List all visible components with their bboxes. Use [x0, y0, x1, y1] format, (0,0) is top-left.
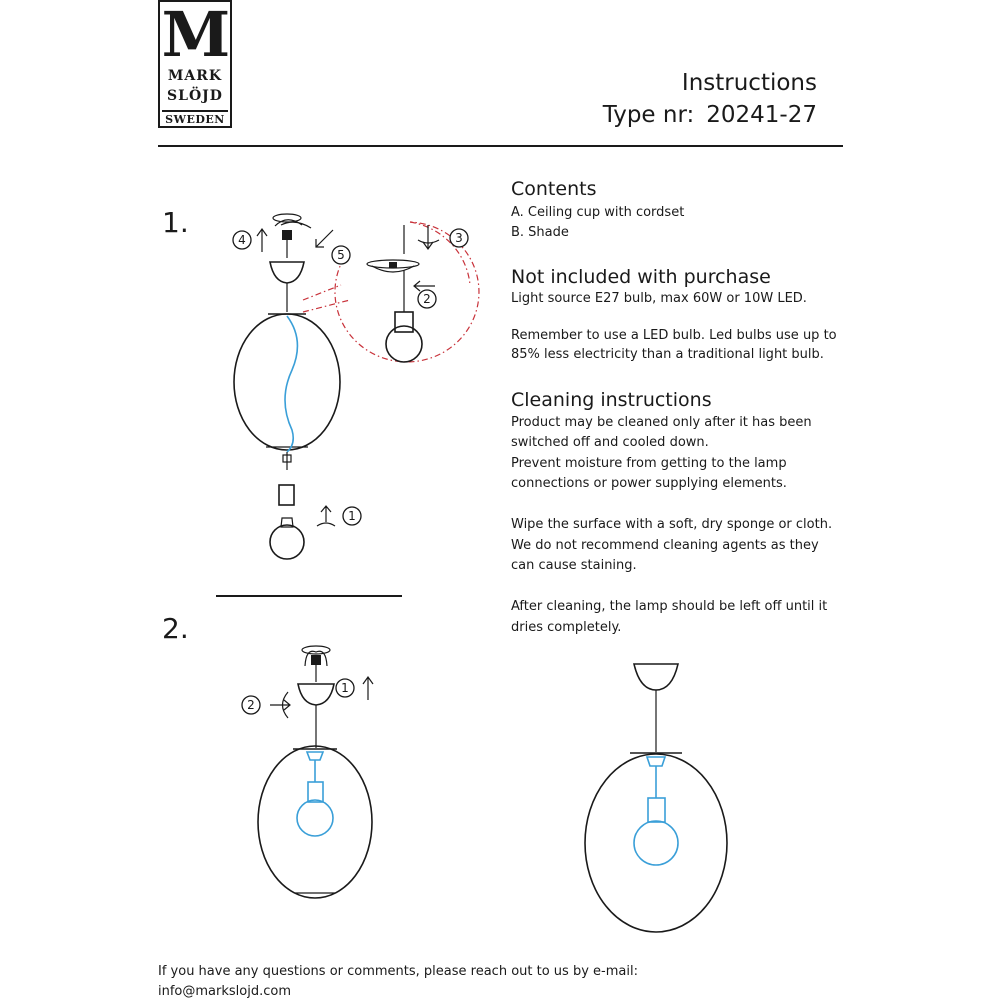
logo-line-sweden: SWEDEN: [162, 110, 228, 127]
cleaning-p3-line-2: dries completely.: [511, 620, 622, 635]
cleaning-p1-line-1: Product may be cleaned only after it has been: [511, 415, 812, 430]
terminal-block: [311, 655, 321, 665]
not-included-line-2: Remember to use a LED bulb. Led bulbs use up to: [511, 328, 837, 343]
not-included-line-3: 85% less electricity than a traditional light bulb.: [511, 347, 824, 362]
callout-2-number: 2: [423, 292, 431, 306]
callout-2-1: [336, 679, 354, 697]
cleaning-p2-line-1: Wipe the surface with a soft, dry sponge or cloth.: [511, 517, 833, 532]
not-included-line-1: Light source E27 bulb, max 60W or 10W LED.: [511, 291, 807, 306]
contents-heading: Contents: [511, 178, 597, 200]
cleaning-p2-line-3: can cause staining.: [511, 558, 637, 573]
callout-2-1-number: 1: [341, 681, 349, 695]
arrow-right-icon: [270, 700, 290, 710]
cleaning-p1-line-4: connections or power supplying elements.: [511, 476, 787, 491]
callout-5-number: 5: [337, 248, 345, 262]
ceiling-plate: [302, 646, 330, 654]
blue-gallery: [307, 752, 323, 760]
callout-2-2: [242, 696, 260, 714]
footer-contact-text: If you have any questions or comments, please reach out to us by e-mail:: [158, 964, 638, 979]
not-included-heading: Not included with purchase: [511, 266, 771, 288]
blue-socket: [308, 782, 323, 802]
step-1-label: 1.: [162, 206, 189, 239]
callout-4-number: 4: [238, 233, 246, 247]
logo-line-mark: MARK: [167, 68, 223, 84]
callout-1-number: 1: [348, 509, 356, 523]
cleaning-heading: Cleaning instructions: [511, 389, 712, 411]
footer-email-link[interactable]: info@markslojd.com: [158, 984, 291, 999]
final-blue-gallery: [647, 757, 665, 766]
final-blue-bulb: [634, 821, 678, 865]
cleaning-p1-line-3: Prevent moisture from getting to the lamp: [511, 456, 787, 471]
blue-bulb: [297, 800, 333, 836]
final-blue-socket: [648, 798, 665, 822]
contents-item-b: B. Shade: [511, 225, 569, 240]
final-ceiling-cup: [634, 664, 678, 690]
logo-monogram: M: [161, 0, 229, 71]
cleaning-p3-line-1: After cleaning, the lamp should be left off until it: [511, 599, 828, 614]
callout-3-number: 3: [455, 231, 463, 245]
type-label: Type nr:: [602, 102, 695, 128]
callout-2-2-number: 2: [247, 698, 255, 712]
cleaning-p1-line-2: switched off and cooled down.: [511, 435, 709, 450]
logo-line-slojd: SLÖJD: [167, 88, 223, 104]
type-value: 20241-27: [706, 102, 817, 128]
document-title: Instructions: [681, 70, 817, 96]
step-2-label: 2.: [162, 612, 189, 645]
contents-item-a: A. Ceiling cup with cordset: [511, 205, 685, 220]
arrow-up-icon: [363, 677, 373, 700]
cleaning-p2-line-2: We do not recommend cleaning agents as they: [511, 538, 819, 553]
ceiling-cup: [298, 684, 334, 705]
